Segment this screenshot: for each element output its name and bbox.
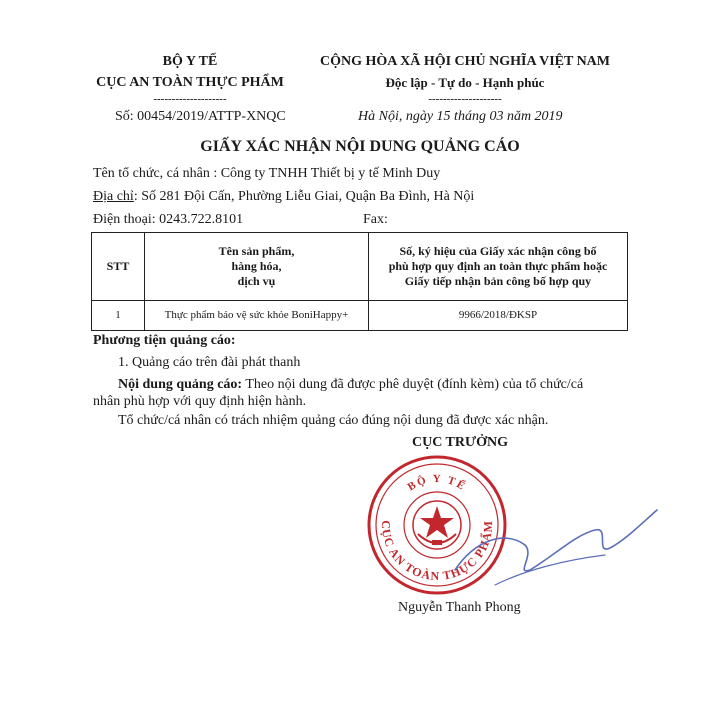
product-table [91,232,628,331]
handwritten-signature [435,500,665,610]
content-line-1 [118,377,583,393]
header-certificate-line: Giấy tiếp nhận bản công bố hợp quy [404,274,592,288]
table-row [92,301,628,331]
motto: Độc lập - Tự do - Hạnh phúc [385,75,545,90]
means-label: Phương tiện quảng cáo: [93,333,236,348]
signatory-name: Nguyễn Thanh Phong [398,600,521,615]
date-line: Hà Nội, ngày 15 tháng 03 năm 2019 [358,109,563,124]
row-stt: 1 [92,301,145,331]
signatory-role: CỤC TRƯỞNG [411,435,509,450]
document-number: Số: 00454/2019/ATTP-XNQC [115,109,286,124]
means-item: 1. Quảng cáo trên đài phát thanh [118,355,301,370]
header-certificate-line: Số, ký hiệu của Giấy xác nhận công bố [399,244,597,258]
right-separator: -------------------- [428,93,502,105]
row-product: Thực phẩm bảo vệ sức khỏe BoniHappy+ [145,301,369,331]
header-product-line: hàng hóa, [231,259,282,273]
content-label: Nội dung quảng cáo: [118,377,243,392]
organization-fax: Fax: [363,212,388,227]
header-product-line: Tên sản phẩm, [218,244,295,258]
organization-phone: Điện thoại: 0243.722.8101 [93,212,244,227]
header-certificate-line: phù hợp quy định an toàn thực phẩm hoặc [388,259,608,273]
header-product-line: dịch vụ [237,274,276,288]
row-certificate: 9966/2018/ĐKSP [369,301,628,331]
header-product [145,233,369,301]
responsibility-line: Tổ chức/cá nhân có trách nhiệm quảng cáo đúng nội dung đã được xác nhận. [118,413,549,428]
content-line-2: nhân phù hợp với quy định hiện hành. [93,394,307,409]
left-separator: -------------------- [153,93,227,105]
department-name: CỤC AN TOÀN THỰC PHẨM [96,75,284,90]
organization-name: Tên tổ chức, cá nhân : Công ty TNHH Thiết bị y tế Minh Duy [93,166,441,181]
country-name: CỘNG HÒA XÃ HỘI CHỦ NGHĨA VIỆT NAM [319,54,610,69]
address-label: Địa chỉ [93,189,134,204]
address-value: : Số 281 Đội Cấn, Phường Liễu Giai, Quận Ba Đình, Hà Nội [133,189,475,204]
table-header-row [92,233,628,301]
document-title: GIẤY XÁC NHẬN NỘI DUNG QUẢNG CÁO [200,138,520,155]
stamp-top-text: BỘ Y TẾ [405,472,469,494]
header-certificate [369,233,628,301]
header-stt: STT [92,233,145,301]
organization-address [93,189,474,205]
content-text-1: Theo nội dung đã được phê duyệt (đính kèm) của tổ chức/cá [242,377,584,392]
ministry-name: BỘ Y TẾ [162,54,218,69]
stamp-bottom-text: CỤC AN TOÀN THỰC PHẨM [378,519,496,584]
